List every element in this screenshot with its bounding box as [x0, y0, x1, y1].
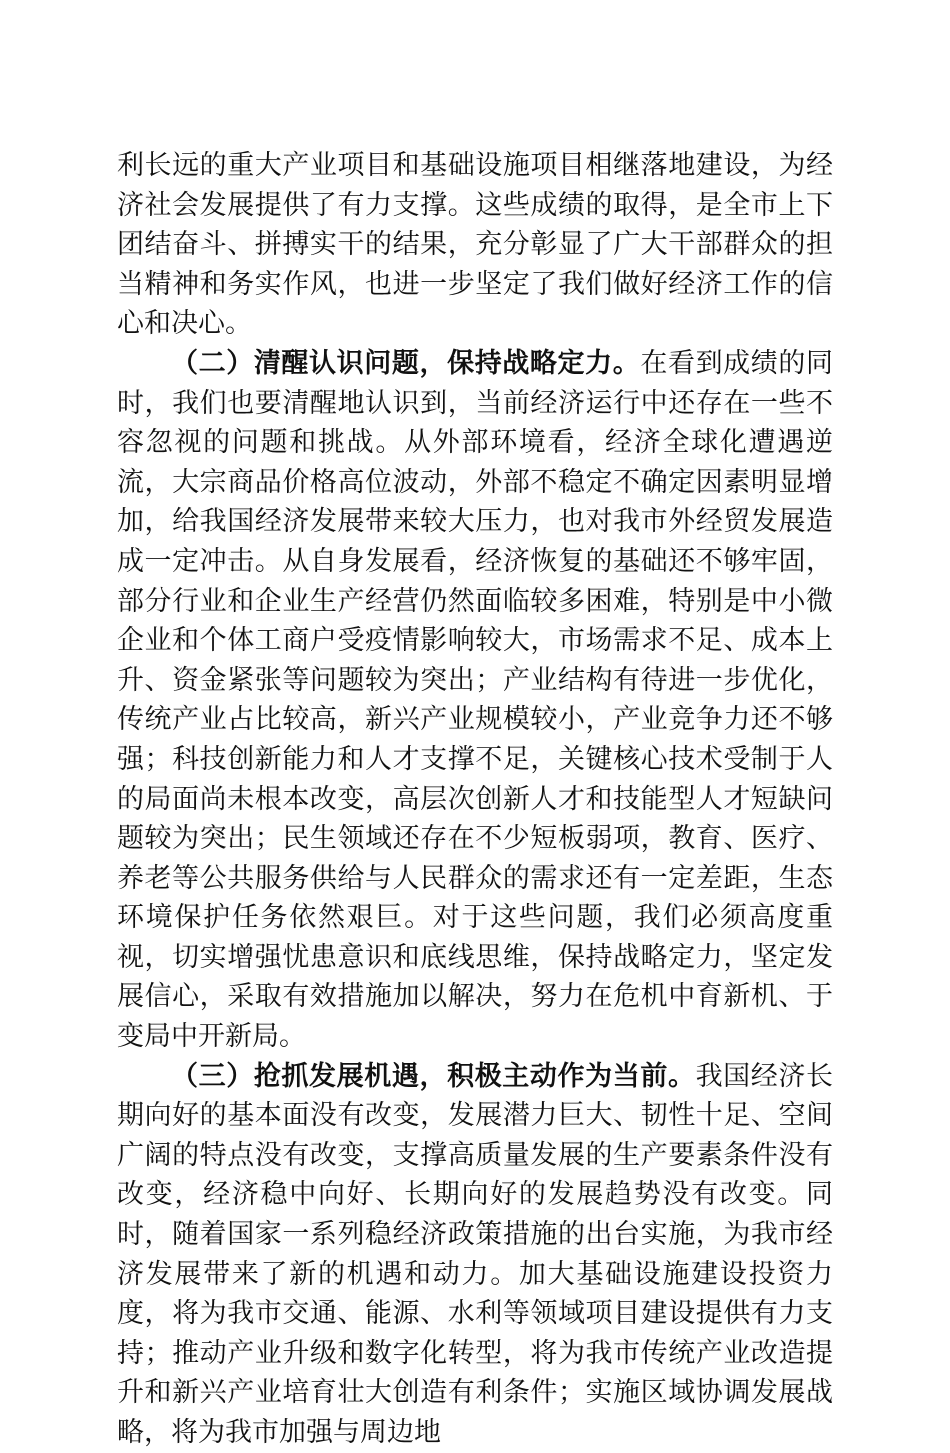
- paragraph-text: 利长远的重大产业项目和基础设施项目相继落地建设，为经济社会发展提供了有力支撑。这些成绩的取得，是全市上下团结奋斗、拼搏实干的结果，充分彰显了广大干部群众的担当精神和务实作风，也进一步坚定了我们做好经济工作的信心和决心。: [117, 150, 833, 340]
- document-body: [117, 146, 833, 1453]
- paragraph-heading: （二）清醒认识问题，保持战略定力。: [171, 347, 641, 379]
- paragraph-text: 我国经济长期向好的基本面没有改变，发展潜力巨大、韧性十足、空间广阔的特点没有改变，支撑高质量发展的生产要素条件没有改变，经济稳中向好、长期向好的发展趋势没有改变。同时，随着国家一系列稳经济政策措施的出台实施，为我市经济发展带来了新的机遇和动力。加大基础设施建设投资力度，将为我市交通、能源、水利等领域项目建设提供有力支持；推动产业升级和数字化转型，将为我市传统产业改造提升和新兴产业培育壮大创造有利条件；实施区域协调发展战略，将为我市加强与周边地: [117, 1060, 834, 1448]
- paragraph-continuation: [117, 146, 833, 344]
- paragraph-section-3: [117, 1057, 833, 1453]
- paragraph-heading: （三）抢抓发展机遇，积极主动作为当前。: [171, 1060, 696, 1092]
- paragraph-section-2: [117, 344, 833, 1057]
- paragraph-text: 在看到成绩的同时，我们也要清醒地认识到，当前经济运行中还存在一些不容忽视的问题和挑战。从外部环境看，经济全球化遭遇逆流，大宗商品价格高位波动，外部不稳定不确定因素明显增加，给我国经济发展带来较大压力，也对我市外经贸发展造成一定冲击。从自身发展看，经济恢复的基础还不够牢固，部分行业和企业生产经营仍然面临较多困难，特别是中小微企业和个体工商户受疫情影响较大，市场需求不足、成本上升、资金紧张等问题较为突出；产业结构有待进一步优化，传统产业占比较高，新兴产业规模较小，产业竞争力还不够强；科技创新能力和人才支撑不足，关键核心技术受制于人的局面尚未根本改变，高层次创新人才和技能型人才短缺问题较为突出；民生领域还存在不少短板弱项，教育、医疗、养老等公共服务供给与人民群众的需求还有一定差距，生态环境保护任务依然艰巨。对于这些问题，我们必须高度重视，切实增强忧患意识和底线思维，保持战略定力，坚定发展信心，采取有效措施加以解决，努力在危机中育新机、于变局中开新局。: [117, 347, 834, 1053]
